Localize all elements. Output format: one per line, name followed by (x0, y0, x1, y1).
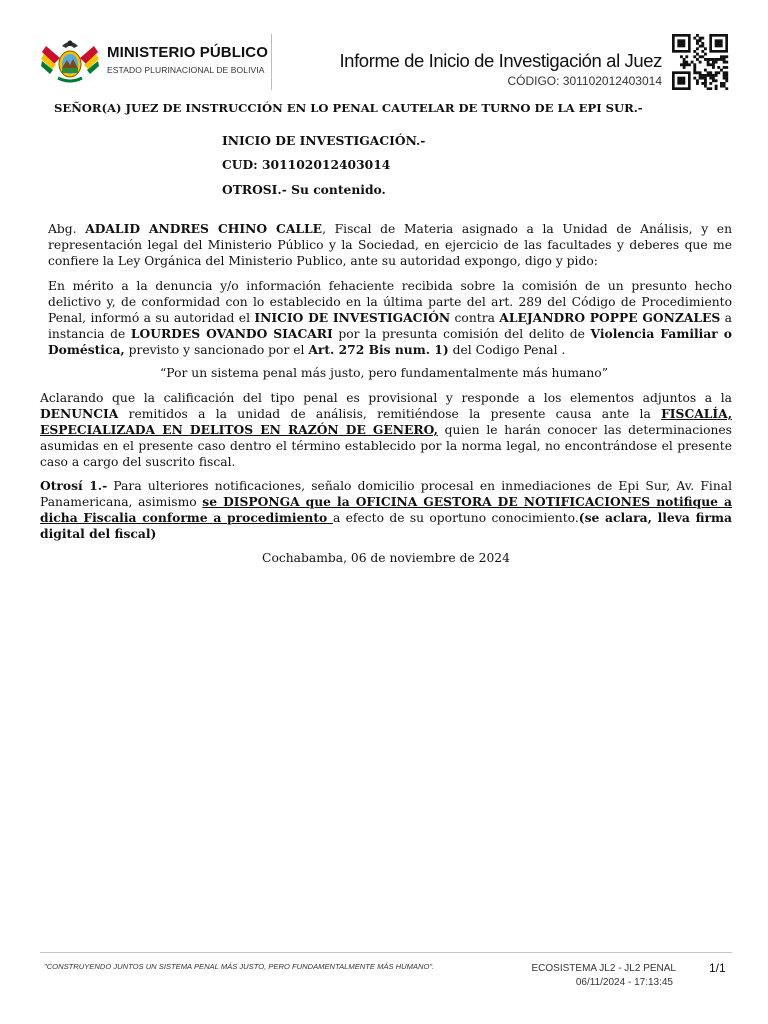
fiscal-name: ADALID ANDRES CHINO CALLE (85, 221, 323, 236)
complainant-name: LOURDES OVANDO SIACARI (130, 326, 333, 341)
footer-divider (40, 952, 732, 953)
reference-line-cud: CUD: 301102012403014 (222, 157, 391, 172)
fiscalia-name: FISCALÍA, ESPECIALIZADA EN DELITOS EN RAZÓN DE GENERO, (40, 406, 732, 437)
document-header (0, 0, 768, 95)
page-number: 1/1 (709, 961, 726, 975)
accused-name: ALEJANDRO POPPE GONZALES (499, 310, 721, 325)
footer-motto: "CONSTRUYENDO JUNTOS UN SISTEMA PENAL MÁS JUSTO, PERO FUNDAMENTALMENTE MÁS HUMANO". (44, 962, 435, 971)
quote-line: “Por un sistema penal más justo, pero fundamentalmente más humano” (160, 366, 608, 380)
digital-signature-note: (se aclara, lleva firma digital del fiscal) (40, 510, 732, 541)
crime-name: Violencia Familiar o Doméstica, (48, 326, 732, 357)
paragraph-investigation: En mérito a la denuncia y/o información fehaciente recibida sobre la comisión de un presunto hecho delictivo y, de conformidad con lo establecido en la última parte del art. 289 del Código de Procedimiento Penal, informó a su autoridad el INICIO DE INVESTIGACIÓN contra ALEJANDRO POPPE GONZALES a instancia de LOURDES OVANDO SIACARI por la presunta comisión del delito de Violencia Familiar o Doméstica, previsto y sancionado por el Art. 272 Bis num. 1) del Codigo Penal . (48, 279, 732, 357)
paragraph-otrosi: Otrosí 1.- Para ulteriores notificaciones, señalo domicilio procesal en inmediaciones de Epi Sur, Av. Final Panamericana, asimismo se DISPONGA que la OFICINA GESTORA DE NOTIFICACIONES notifique a dicha Fiscalia conforme a procedimiento a efecto de su oportuno conocimiento.(se aclara, lleva firma digital del fiscal) (40, 478, 733, 541)
place-and-date: Cochabamba, 06 de noviembre de 2024 (262, 551, 510, 565)
notification-directive: se DISPONGA que la OFICINA GESTORA DE NOTIFICACIONES notifique a dicha Fiscalia conforme a procedimiento (40, 494, 732, 525)
paragraph-clarification: Aclarando que la calificación del tipo penal es provisional y responde a los elementos adjuntos a la DENUNCIA remitidos a la unidad de análisis, remitiéndose la presente causa ante la FISCALÍA, ESPECIALIZADA EN DELITOS EN RAZÓN DE GENERO, quien le harán conocer las determinaciones asumidas en el presente caso dentro el término establecido por la norma legal, no encontrándose el presente caso a cargo del suscrito fiscal. (40, 391, 732, 469)
footer-system-name: ECOSISTEMA JL2 - JL2 PENAL (531, 963, 676, 974)
investigation-label: INICIO DE INVESTIGACIÓN (254, 310, 451, 325)
organization-subtitle: ESTADO PLURINACIONAL DE BOLIVIA (107, 65, 265, 75)
document-code: CÓDIGO: 301102012403014 (507, 74, 662, 88)
reference-line-otrosi: OTROSI.- Su contenido. (222, 182, 386, 197)
paragraph-introduction: Abg. ADALID ANDRES CHINO CALLE, Fiscal de Materia asignado a la Unidad de Análisis, y en representación legal del Ministerio Público y la Sociedad, en ejercicio de las facultades y deberes que me confiere la Ley Orgánica del Ministerio Publico, ante su autoridad expongo, digo y pido: (48, 221, 732, 268)
bolivia-coat-of-arms-icon (40, 38, 100, 84)
article-reference: Art. 272 Bis num. 1) (308, 342, 449, 357)
otrosi-label: Otrosí 1.- (40, 478, 108, 493)
addressee: SEÑOR(A) JUEZ DE INSTRUCCIÓN EN LO PENAL CAUTELAR DE TURNO DE LA EPI SUR.- (54, 101, 643, 115)
qr-code-icon (668, 34, 732, 90)
document-title: Informe de Inicio de Investigación al Juez (339, 50, 662, 71)
organization-name: MINISTERIO PÚBLICO (107, 44, 268, 61)
header-divider (271, 34, 272, 90)
footer-datetime: 06/11/2024 - 17:13:45 (575, 977, 673, 988)
reference-line-inicio: INICIO DE INVESTIGACIÓN.- (222, 133, 426, 148)
denuncia-label: DENUNCIA (40, 406, 119, 421)
